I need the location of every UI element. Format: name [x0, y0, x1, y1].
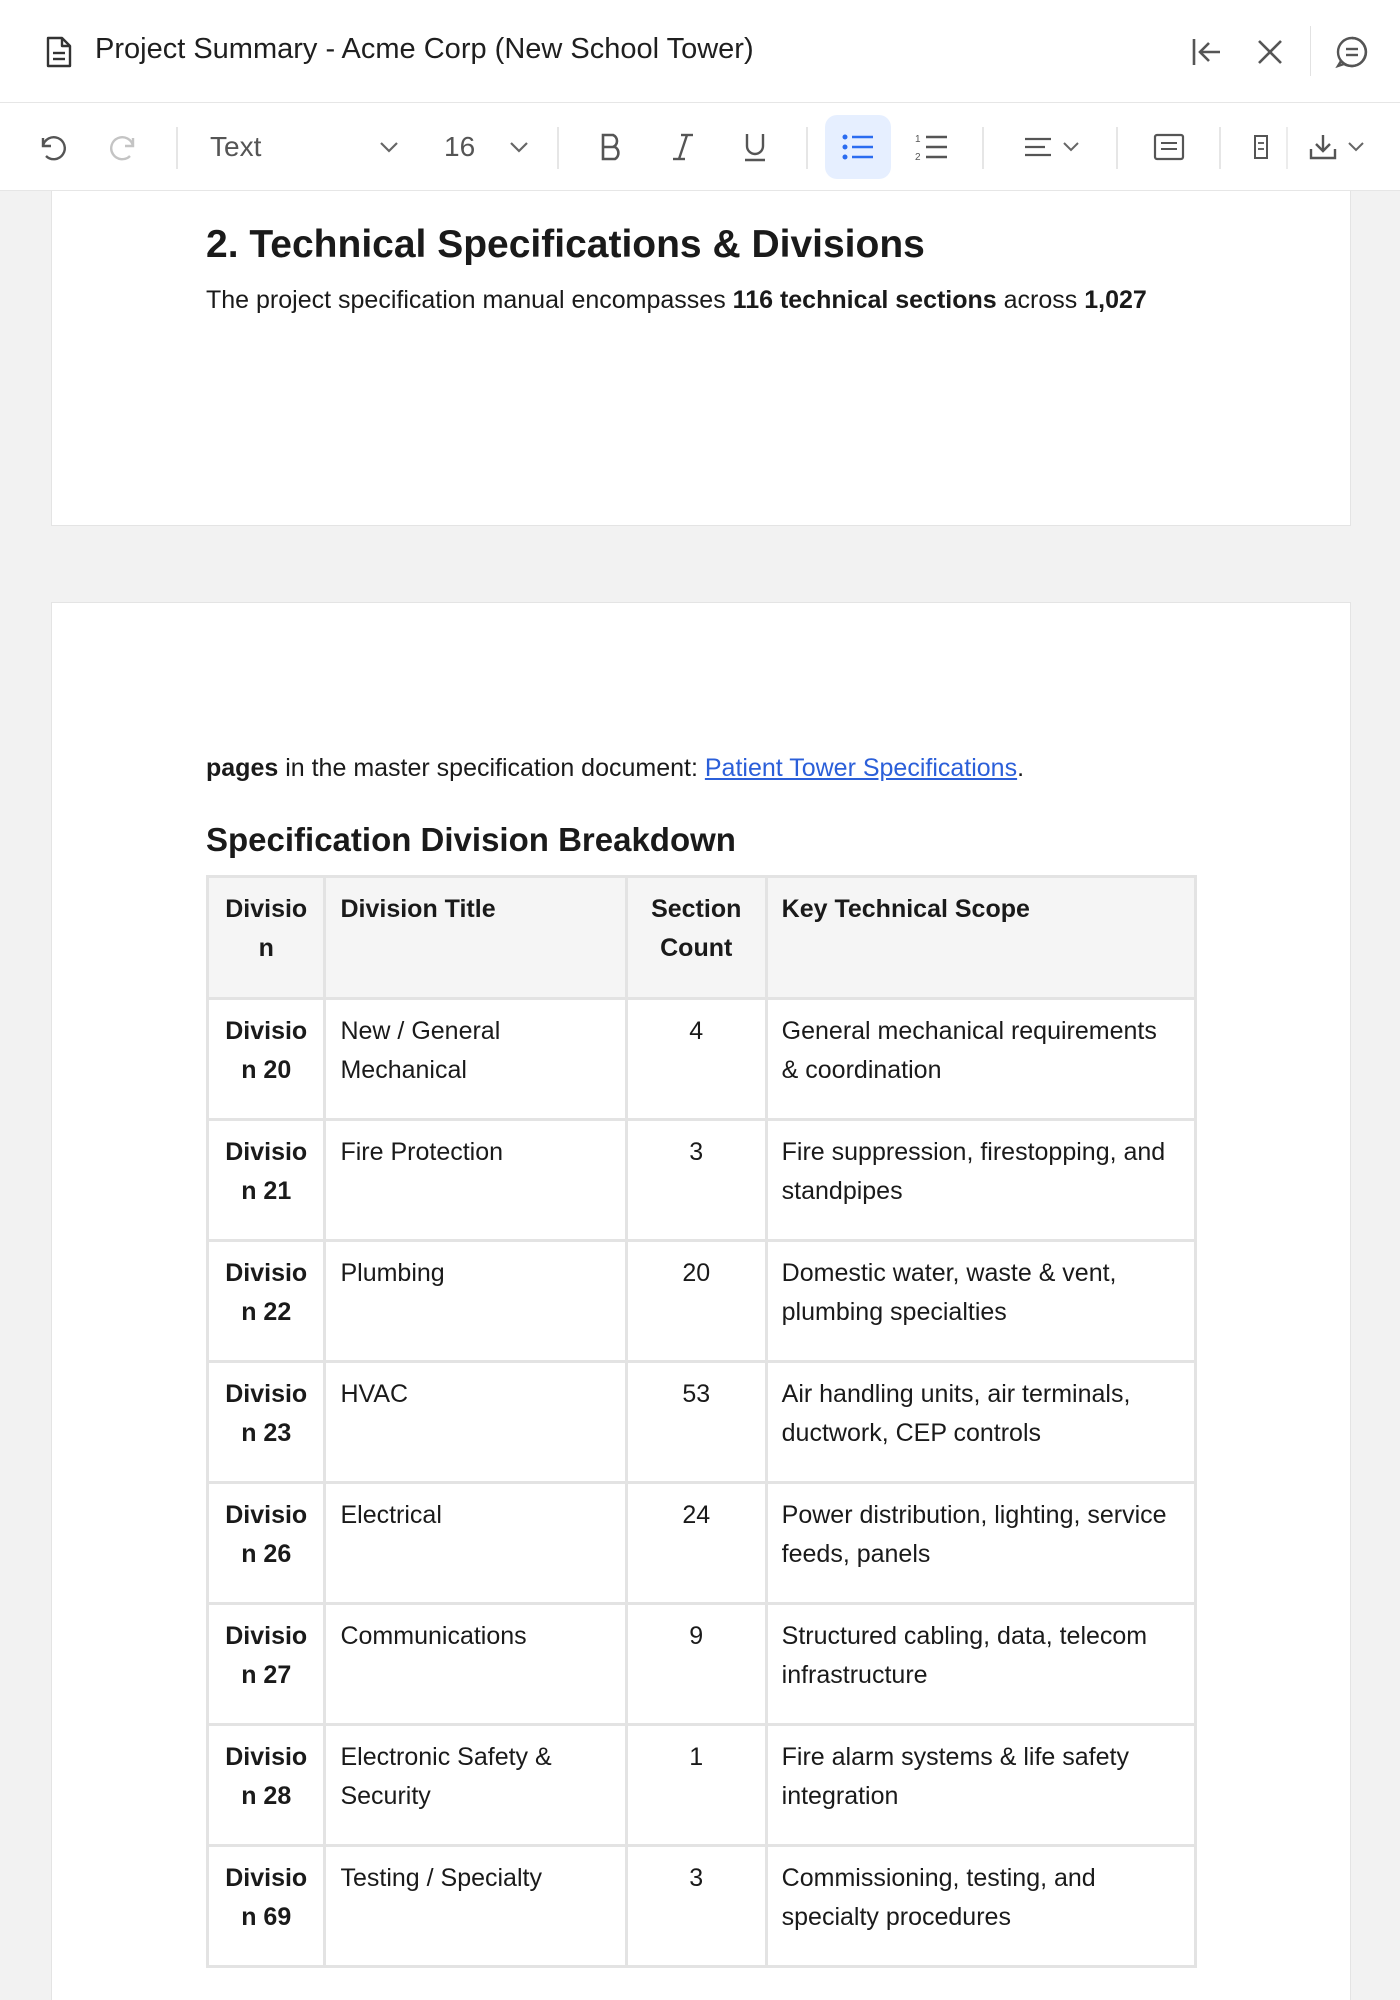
- text-style-value: Text: [210, 131, 262, 162]
- column-header: Division: [208, 877, 325, 999]
- table-row: [208, 1604, 1196, 1725]
- bold-icon[interactable]: [586, 123, 636, 171]
- count-cell: 1: [626, 1725, 766, 1846]
- scope-cell: Structured cabling, data, telecom infrastructure: [766, 1604, 1195, 1725]
- continued-paragraph: [206, 754, 1024, 783]
- font-size-dropdown[interactable]: [430, 123, 540, 171]
- bold-run: 1,027: [1084, 286, 1147, 314]
- svg-text:1: 1: [915, 134, 921, 145]
- table-row: [208, 1241, 1196, 1362]
- toolbar-divider: [806, 127, 808, 169]
- title-bar: [0, 0, 1400, 103]
- scope-cell: General mechanical requirements & coordination: [766, 999, 1195, 1120]
- toolbar-divider: [982, 127, 984, 169]
- undo-icon[interactable]: [28, 123, 76, 171]
- count-cell: 3: [626, 1120, 766, 1241]
- font-size-value: 16: [444, 131, 476, 162]
- table-heading: Specification Division Breakdown: [206, 821, 736, 858]
- table-header-row: [208, 877, 1196, 999]
- column-header: Key Technical Scope: [766, 877, 1195, 999]
- comment-icon[interactable]: [1330, 30, 1374, 74]
- document-page: [51, 602, 1351, 2000]
- toolbar-divider: [1286, 127, 1288, 169]
- text-style-dropdown[interactable]: [194, 123, 414, 171]
- division-cell: Division 69: [208, 1846, 325, 1967]
- title-cell: Testing / Specialty: [325, 1846, 626, 1967]
- section-heading: 2. Technical Specifications & Divisions: [206, 223, 925, 266]
- formatting-toolbar: [0, 103, 1400, 191]
- text-run: The project specification manual encompasses: [206, 286, 733, 314]
- division-cell: Division 26: [208, 1483, 325, 1604]
- count-cell: 24: [626, 1483, 766, 1604]
- division-table: [206, 875, 1197, 1968]
- column-header: Division Title: [325, 877, 626, 999]
- scope-cell: Fire suppression, firestopping, and standpipes: [766, 1120, 1195, 1241]
- division-cell: Division 21: [208, 1120, 325, 1241]
- table-row: [208, 1362, 1196, 1483]
- title-cell: Electrical: [325, 1483, 626, 1604]
- title-cell: Communications: [325, 1604, 626, 1725]
- text-run: .: [1017, 754, 1025, 782]
- count-cell: 3: [626, 1846, 766, 1967]
- numbered-list-icon[interactable]: [904, 123, 960, 171]
- document-viewport[interactable]: [0, 191, 1400, 2000]
- titlebar-divider: [1310, 26, 1311, 76]
- intro-paragraph: [206, 286, 1147, 315]
- scope-cell: Power distribution, lighting, service feeds, panels: [766, 1483, 1195, 1604]
- specifications-link[interactable]: Patient Tower Specifications: [704, 754, 1018, 782]
- division-cell: Division 22: [208, 1241, 325, 1362]
- download-icon: [1308, 133, 1338, 161]
- page-break-icon[interactable]: [1244, 123, 1278, 171]
- redo-icon[interactable]: [100, 123, 148, 171]
- scope-cell: Air handling units, air terminals, ductwork, CEP controls: [766, 1362, 1195, 1483]
- document-icon: [44, 36, 74, 68]
- align-left-icon: [1023, 135, 1053, 159]
- chevron-down-icon: [508, 140, 530, 154]
- count-cell: 4: [626, 999, 766, 1120]
- close-icon[interactable]: [1248, 30, 1292, 74]
- toolbar-divider: [176, 127, 178, 169]
- text-run: in the master specification document:: [278, 754, 705, 782]
- title-cell: New / General Mechanical: [325, 999, 626, 1120]
- chevron-down-icon: [378, 140, 400, 154]
- table-row: [208, 1483, 1196, 1604]
- division-cell: Division 23: [208, 1362, 325, 1483]
- document-title: Project Summary - Acme Corp (New School Tower): [95, 33, 754, 65]
- scope-cell: Commissioning, testing, and specialty procedures: [766, 1846, 1195, 1967]
- svg-text:2: 2: [915, 152, 921, 162]
- scope-cell: Domestic water, waste & vent, plumbing specialties: [766, 1241, 1195, 1362]
- count-cell: 20: [626, 1241, 766, 1362]
- align-dropdown[interactable]: [1012, 123, 1092, 171]
- title-cell: HVAC: [325, 1362, 626, 1483]
- toolbar-divider: [1116, 127, 1118, 169]
- bullet-list-icon[interactable]: [825, 115, 891, 179]
- title-cell: Electronic Safety & Security: [325, 1725, 626, 1846]
- bold-run: pages: [206, 754, 279, 782]
- table-row: [208, 1120, 1196, 1241]
- text-block-icon[interactable]: [1144, 123, 1194, 171]
- scope-cell: Fire alarm systems & life safety integration: [766, 1725, 1195, 1846]
- count-cell: 53: [626, 1362, 766, 1483]
- bold-run: 116 technical sections: [732, 286, 997, 314]
- toolbar-divider: [1219, 127, 1221, 169]
- document-page: [51, 191, 1351, 526]
- chevron-down-icon: [1061, 141, 1081, 153]
- division-cell: Division 20: [208, 999, 325, 1120]
- division-cell: Division 27: [208, 1604, 325, 1725]
- table-row: [208, 999, 1196, 1120]
- text-run: across: [996, 286, 1085, 314]
- toolbar-divider: [557, 127, 559, 169]
- title-cell: Plumbing: [325, 1241, 626, 1362]
- italic-icon[interactable]: [658, 123, 708, 171]
- table-row: [208, 1846, 1196, 1967]
- chevron-down-icon: [1346, 141, 1366, 153]
- count-cell: 9: [626, 1604, 766, 1725]
- download-dropdown[interactable]: [1298, 123, 1376, 171]
- collapse-left-icon[interactable]: [1184, 30, 1228, 74]
- table-row: [208, 1725, 1196, 1846]
- title-cell: Fire Protection: [325, 1120, 626, 1241]
- division-cell: Division 28: [208, 1725, 325, 1846]
- underline-icon[interactable]: [730, 123, 780, 171]
- column-header: Section Count: [626, 877, 766, 999]
